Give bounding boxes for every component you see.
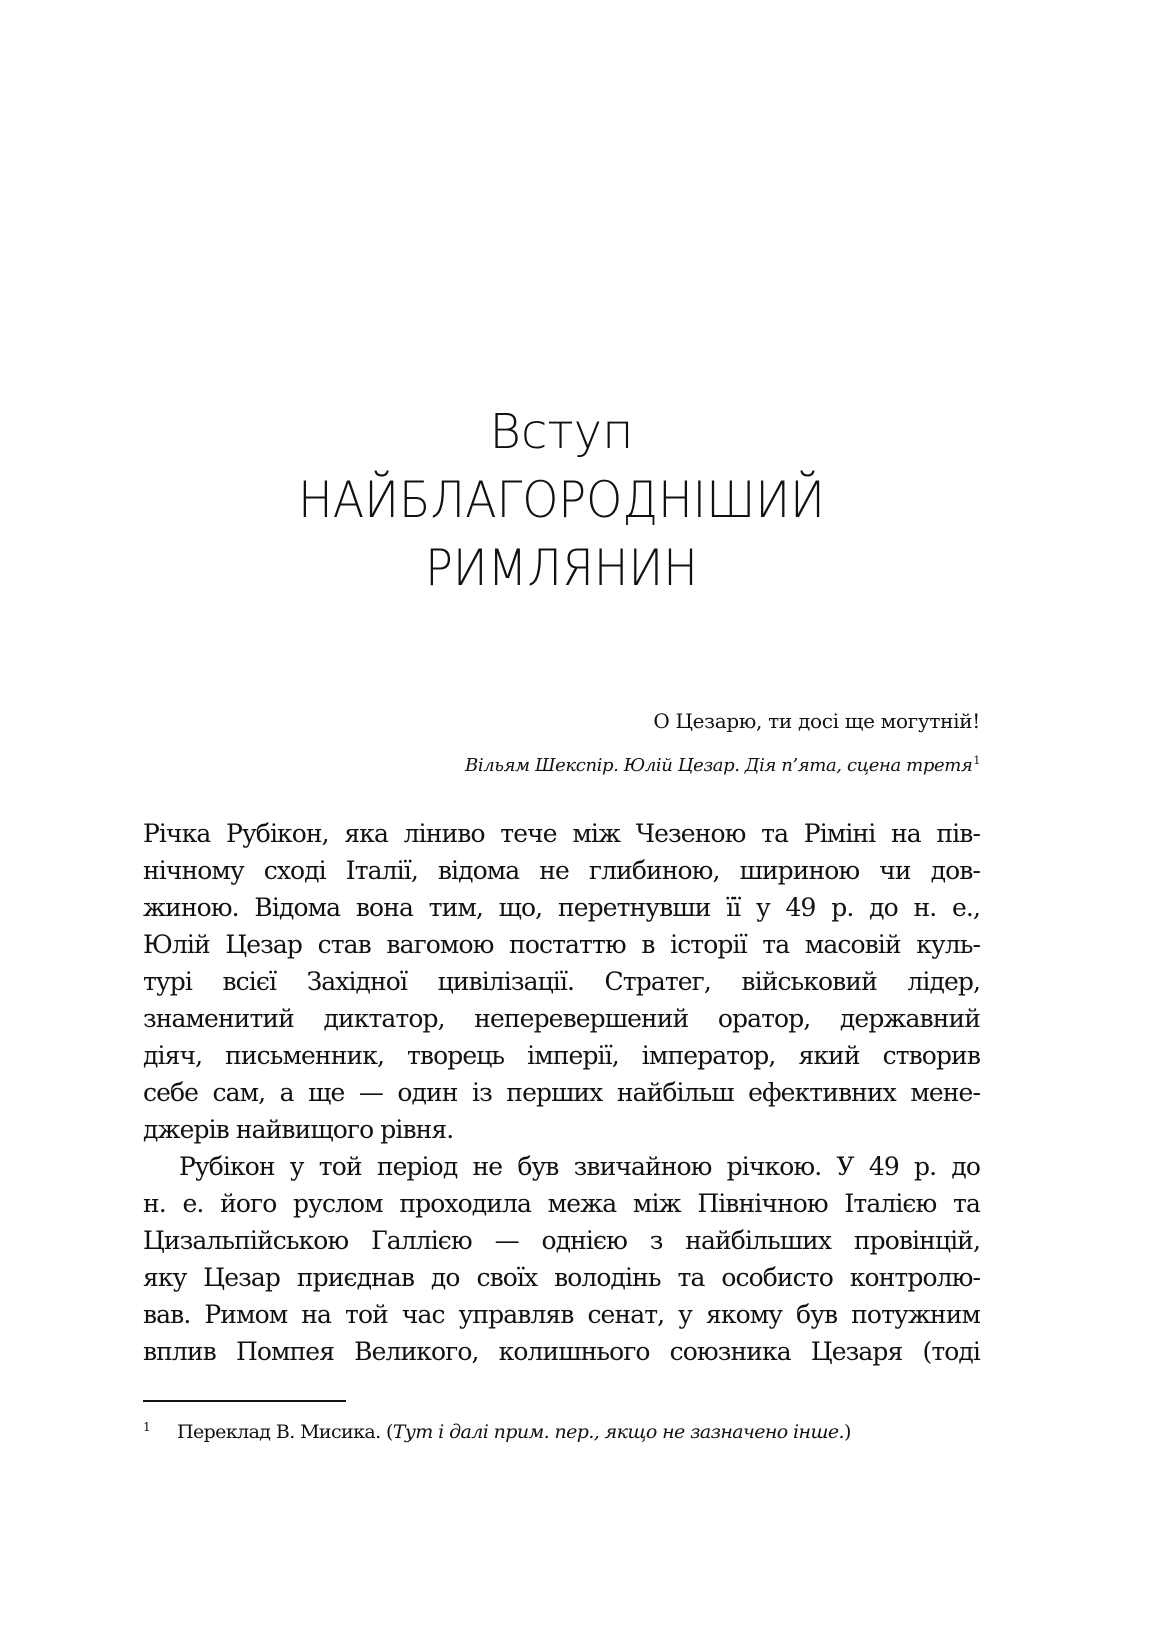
epigraph-source	[143, 752, 980, 780]
footnote-close: )	[843, 1421, 851, 1443]
footnote-reference[interactable]: 1	[973, 754, 980, 767]
text-line: н. е. його руслом проходила межа між Північною Італією та	[143, 1189, 980, 1218]
text-line: яку Цезар приєднав до своїх володінь та особисто контролю-	[143, 1263, 980, 1292]
footnote-italic-text: Тут і далі прим. пер., якщо не зазначено інше.	[392, 1421, 844, 1443]
chapter-heading	[143, 398, 980, 602]
text-line: вплив Помпея Великого, колишнього союзника Цезаря (тоді	[143, 1337, 980, 1366]
paragraph-2	[143, 1148, 980, 1370]
text-line: Юлій Цезар став вагомою постаттю в історії та масовій куль-	[143, 930, 980, 959]
text-line: вав. Римом на той час управляв сенат, у якому був потужним	[143, 1300, 980, 1329]
text-line: джерів найвищого рівня.	[143, 1115, 454, 1144]
text-line: знаменитий диктатор, неперевершений оратор, державний	[143, 1004, 980, 1033]
footnote-1: 1 Переклад В. Мисика. (Тут і далі прим. пер., якщо не зазначено інше.)	[143, 1420, 851, 1443]
text-line: жиною. Відома вона тим, що, перетнувши її у 49 р. до н. е.,	[143, 893, 980, 922]
paragraph-1	[143, 815, 980, 1148]
text-line: Річка Рубікон, яка ліниво тече між Чезеною та Ріміні на пів-	[143, 819, 980, 848]
text-line: себе сам, а ще — один із перших найбільш ефективних мене-	[143, 1078, 980, 1107]
epigraph-quote: О Цезарю, ти досі ще могутній!	[653, 709, 980, 733]
text-line: турі всієї Західної цивілізації. Стратег, військовий лідер,	[143, 967, 980, 996]
text-line: Цизальпійською Галлією — однією з найбільших провінцій,	[143, 1226, 980, 1255]
footnote-separator	[143, 1400, 346, 1402]
body-text	[143, 815, 980, 1370]
chapter-label: Вступ	[489, 404, 634, 460]
footnote-text: Переклад В. Мисика. (	[177, 1421, 393, 1443]
chapter-title-line-2: РИМЛЯНИН	[425, 539, 698, 597]
chapter-title-line-1: НАЙБЛАГОРОДНІШИЙ	[298, 471, 825, 529]
text-line: Рубікон у той період не був звичайною річкою. У 49 р. до	[179, 1152, 980, 1181]
epigraph	[143, 706, 980, 780]
text-line: діяч, письменник, творець імперії, імператор, який створив	[143, 1041, 980, 1070]
text-line: нічному сході Італії, відома не глибиною, шириною чи дов-	[143, 856, 980, 885]
epigraph-source-text: Вільям Шекспір. Юлій Цезар. Дія п’ята, сцена третя	[465, 755, 973, 776]
